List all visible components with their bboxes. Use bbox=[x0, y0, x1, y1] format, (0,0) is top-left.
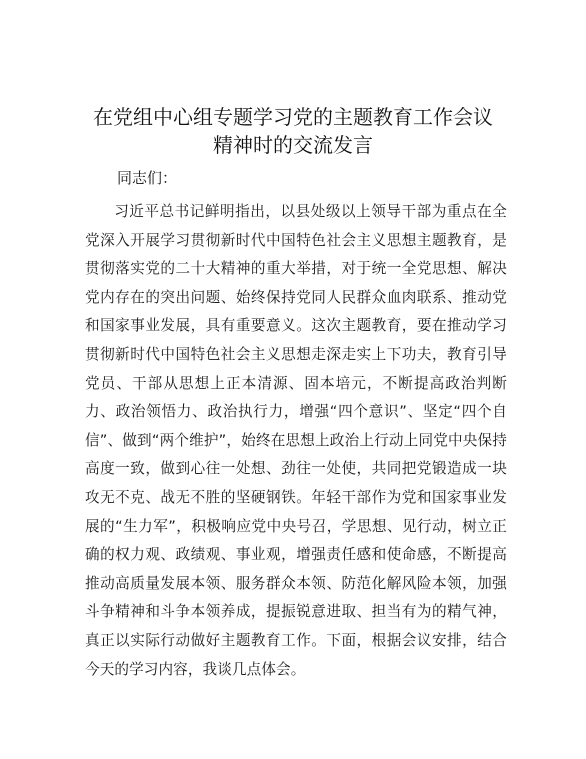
title-line-1: 在党组中心组专题学习党的主题教育工作会议 bbox=[93, 105, 493, 129]
body-paragraph: 习近平总书记鲜明指出，以县处级以上领导干部为重点在全党深入开展学习贯彻新时代中国特色社会主义思想主题教育，是贯彻落实党的二十大精神的重大举措，对于统一全党思想、解决党内存在的突出问题、始终保持党同人民群众血肉联系、推动党和国家事业发展，具有重要意义。这次主题教育，要在推动学习贯彻新时代中国特色社会主义思想走深走实上下功夫，教育引导党员、干部从思想上正本清源、固本培元，不断提高政治判断力、政治领悟力、政治执行力，增强“四个意识”、坚定“四个自信”、做到“两个维护”，始终在思想上政治上行动上同党中央保持高度一致，做到心往一处想、劲往一处使，共同把党锻造成一块攻无不克、战无不胜的坚硬钢铁。年轻干部作为党和国家事业发展的“生力军”，积极响应党中央号召，学思想、见行动，树立正确的权力观、政绩观、事业观，增强责任感和使命感，不断提高推动高质量发展本领、服务群众本领、防范化解风险本领，加强斗争精神和斗争本领养成，提振锐意进取、担当有为的精气神，真正以实际行动做好主题教育工作。下面，根据会议安排，结合今天的学习内容，我谈几点体会。 bbox=[85, 203, 507, 678]
title-line-2: 精神时的交流发言 bbox=[213, 133, 373, 157]
greeting: 同志们： bbox=[117, 169, 178, 187]
document-title bbox=[60, 103, 526, 159]
